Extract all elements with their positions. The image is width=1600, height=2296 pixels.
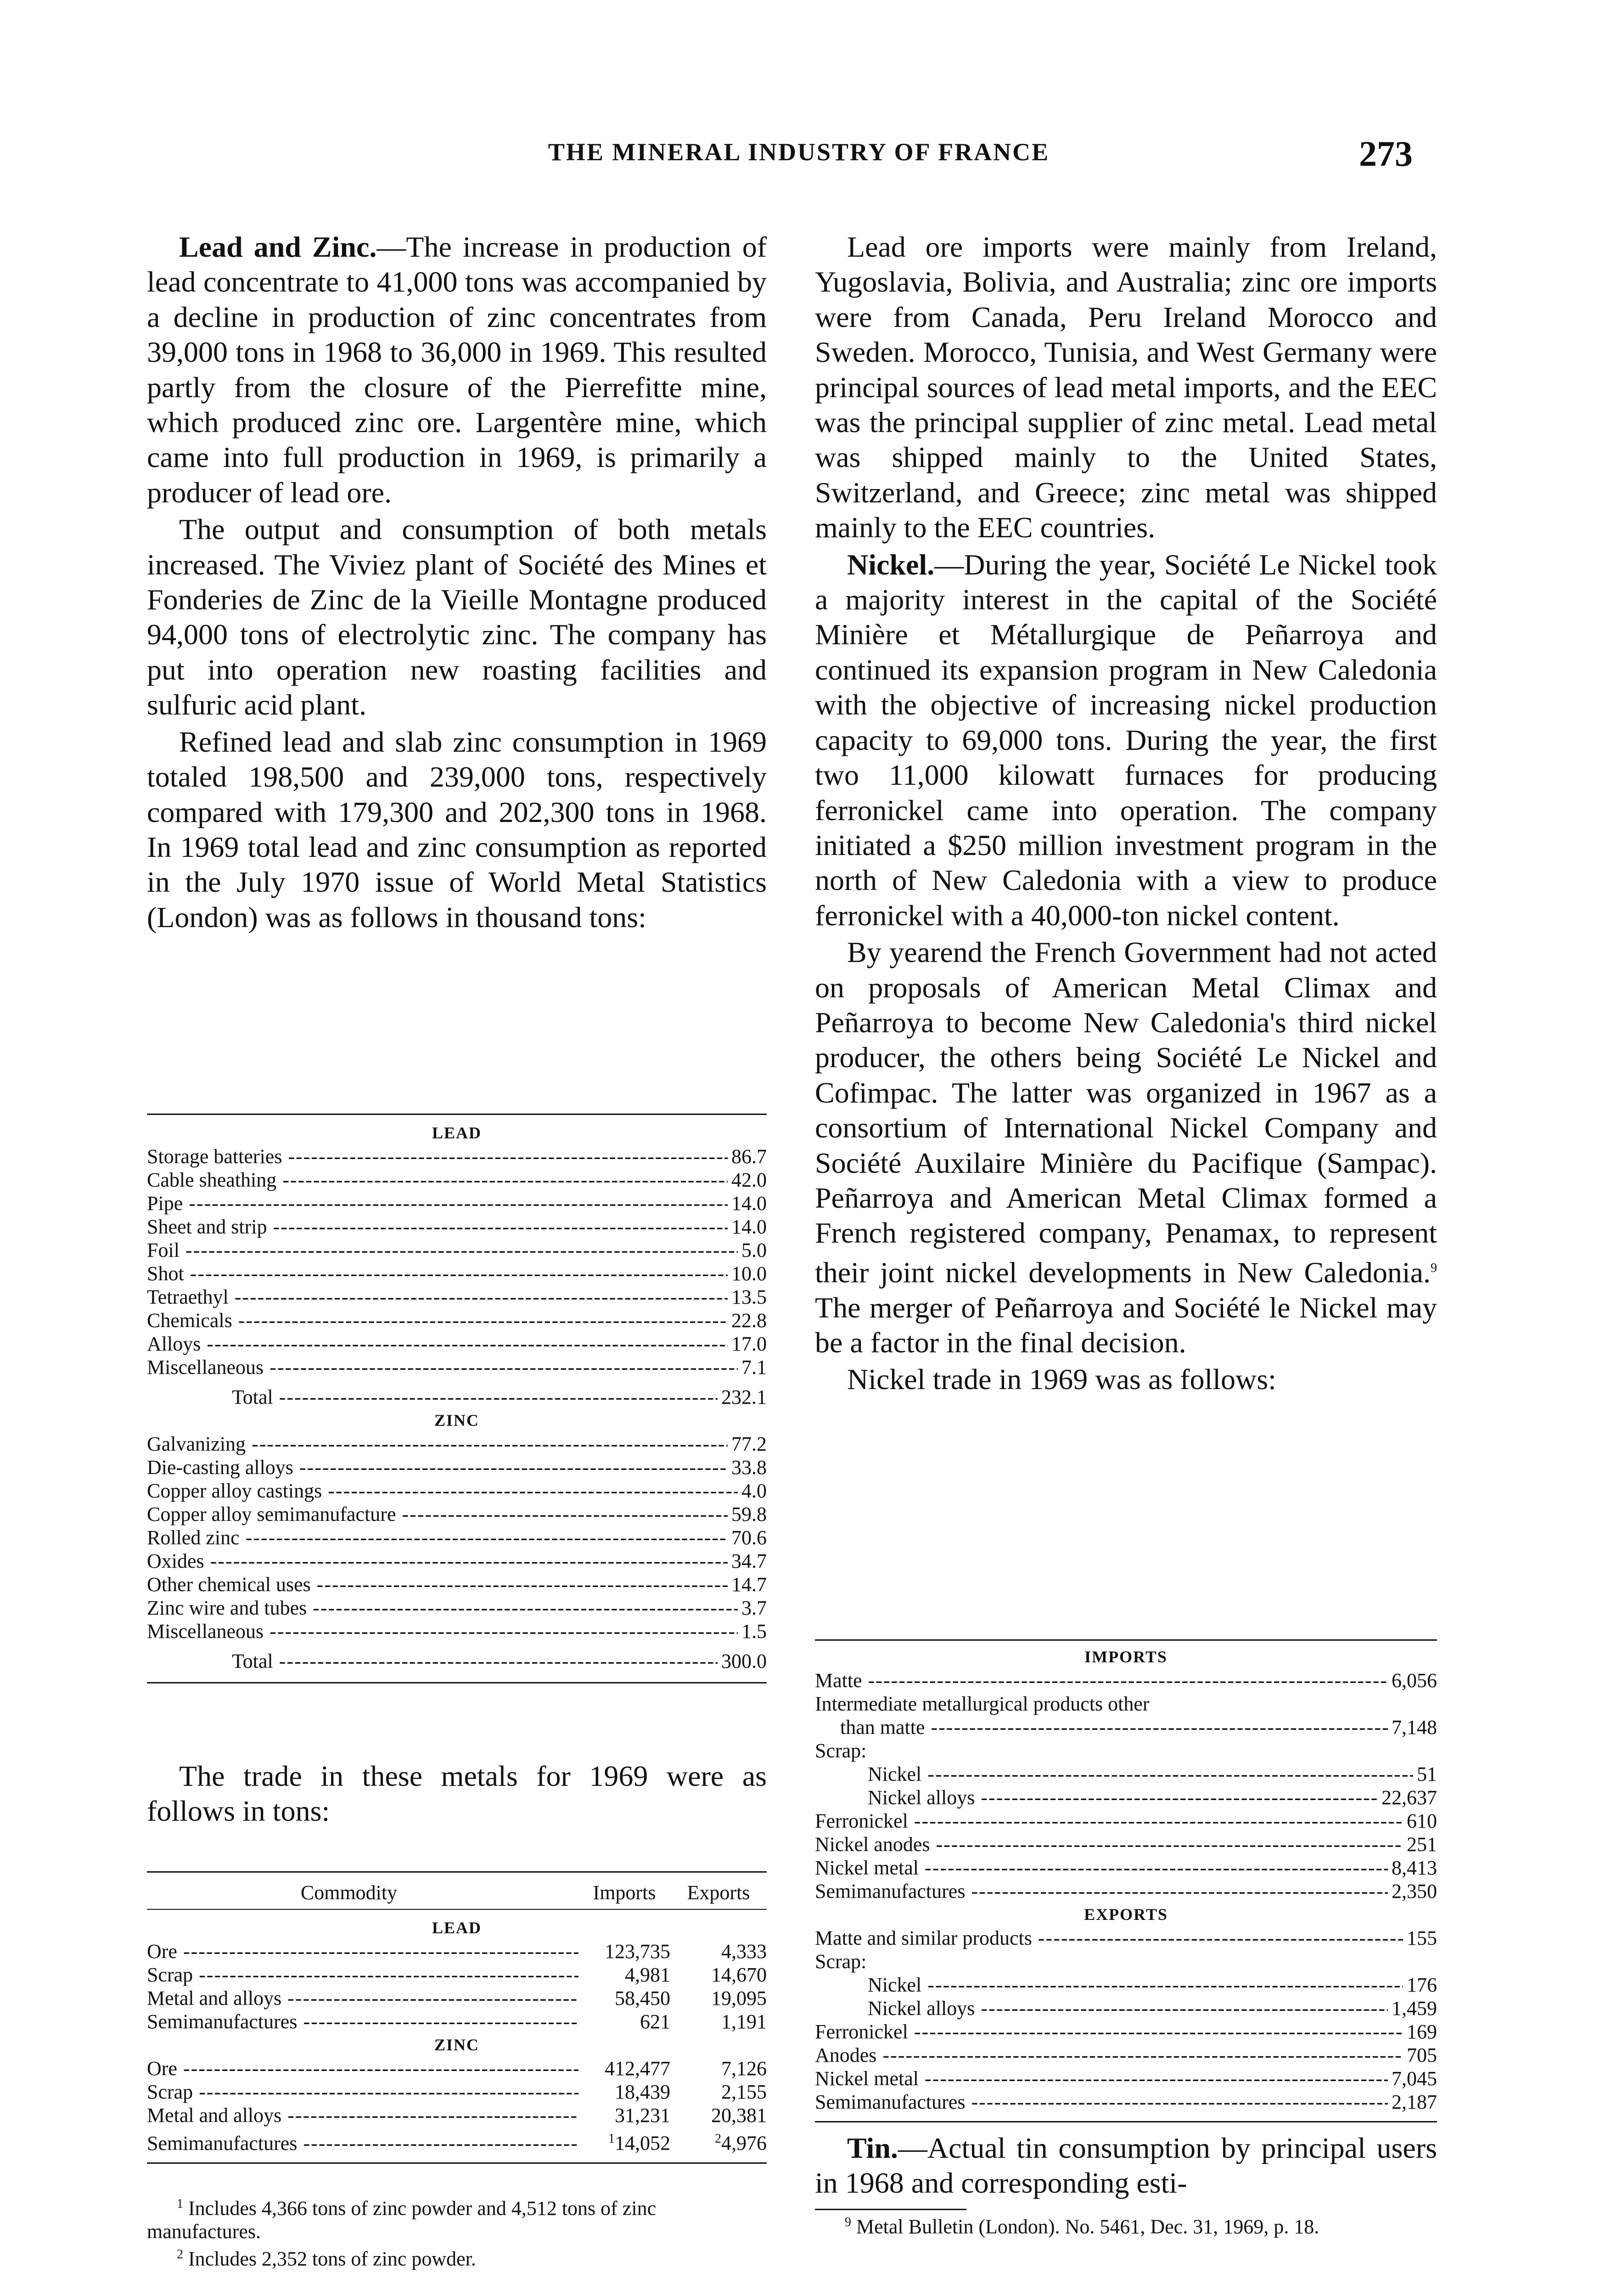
- footnote-ref: 9: [1431, 1261, 1437, 1275]
- row-value: 232.1: [721, 1386, 767, 1408]
- row-label: Die-casting alloys -----: [147, 1456, 728, 1479]
- table-row: [147, 1620, 767, 1643]
- row-label: Nickel metal -----: [815, 2067, 1388, 2090]
- paragraph-tin: [815, 2131, 1437, 2201]
- row-label: Ferronickel -----: [815, 2020, 1403, 2043]
- tin-paragraph: [815, 2131, 1437, 2203]
- row-label: Total -----: [232, 1385, 718, 1409]
- row-label: Chemicals -----: [147, 1309, 728, 1332]
- row-value: 70.6: [731, 1526, 767, 1549]
- runin-heading: Lead and Zinc.: [179, 231, 377, 263]
- left-footnotes: [147, 2193, 771, 2270]
- table-row: [147, 1215, 767, 1238]
- right-footnote: [815, 2211, 1439, 2239]
- row-value: 300.0: [721, 1650, 767, 1672]
- row-label: Copper alloy castings -----: [147, 1479, 738, 1503]
- table-row: [147, 2104, 767, 2127]
- row-label: Nickel anodes -----: [815, 1833, 1403, 1856]
- row-exports: [670, 1963, 767, 1986]
- row-value: 33.8: [731, 1456, 767, 1479]
- paragraph-text: Refined lead and slab zinc consumption in 1969 totaled 198,500 and 239,000 tons, respectively compared with 179,300 and 202,300 tons in 1968. In 1969 total lead and zinc consumption as reported in the July 1970 issue of World Metal Statistics (London) was as follows in thousand tons:: [147, 725, 767, 934]
- row-commodity: Semimanufactures -----: [147, 2132, 578, 2155]
- cell-value: 2,155: [721, 2081, 767, 2103]
- row-label: Copper alloy semimanufacture -----: [147, 1503, 728, 1526]
- table-row: [815, 1762, 1437, 1786]
- row-label: Scrap:: [815, 1739, 867, 1762]
- table-row: [147, 1596, 767, 1620]
- section-heading: EXPORTS: [1084, 1905, 1168, 1924]
- row-exports: [670, 2080, 767, 2104]
- section-heading: ZINC: [434, 1411, 480, 1429]
- table-row: [147, 1986, 767, 2010]
- footnote-text: Includes 2,352 tons of zinc powder.: [188, 2247, 476, 2270]
- row-label: Nickel alloys -----: [815, 1997, 1388, 2020]
- imports-rows: [815, 1669, 1437, 1903]
- row-label: Nickel alloys -----: [815, 1786, 1378, 1809]
- cell-value: 18,439: [615, 2081, 670, 2103]
- row-value: 5.0: [741, 1239, 767, 1261]
- paragraph: [147, 1759, 767, 1829]
- page-number: 273: [1359, 134, 1413, 174]
- row-value: 13.5: [731, 1286, 767, 1308]
- paragraph: [815, 935, 1437, 1360]
- row-label: Miscellaneous -----: [147, 1620, 738, 1643]
- table-row: [815, 1973, 1437, 1997]
- row-value: 17.0: [731, 1333, 767, 1355]
- footnote-text: Includes 4,366 tons of zinc powder and 4,512 tons of zinc manufactures.: [147, 2197, 657, 2243]
- row-commodity: Metal and alloys -----: [147, 1986, 578, 2010]
- paragraph-nickel: [815, 547, 1437, 933]
- table-row: [147, 1309, 767, 1332]
- row-label: Nickel metal -----: [815, 1856, 1388, 1880]
- table-row: [815, 1692, 1437, 1716]
- table-row: [815, 1856, 1437, 1880]
- table-row: [815, 2067, 1437, 2090]
- paragraph-text: By yearend the French Government had not acted on proposals of American Metal Climax and Peñarroya to become New Caledonia's third nickel producer, the others being Société Le Nickel and Cofimpac. The latter was organized in 1967 as a consortium of International Nickel Company and Société Auxilaire Minière du Pacifique (Sampac). Peñarroya and American Metal Climax formed a French registered company, Penamax, to represent their joint nickel developments in New Caledonia.: [815, 936, 1437, 1289]
- row-imports: [578, 1963, 670, 1986]
- table-rule: [147, 1871, 767, 1873]
- footnote: [147, 2193, 771, 2243]
- table-row: [147, 1526, 767, 1549]
- row-imports: [578, 2104, 670, 2127]
- row-value: 7,148: [1392, 1716, 1437, 1739]
- table-row: [147, 2080, 767, 2104]
- cell-value: 1,191: [721, 2010, 767, 2033]
- cell-value: 14,052: [615, 2132, 670, 2155]
- section-heading: ZINC: [434, 2036, 480, 2054]
- footnote-rule: [815, 2209, 966, 2210]
- cell-value: 412,477: [605, 2057, 670, 2080]
- left-column-text: [147, 230, 767, 937]
- row-commodity: Ore -----: [147, 1940, 578, 1963]
- cell-value: 58,450: [615, 1987, 670, 2009]
- table-row: [147, 1356, 767, 1379]
- paragraph: [815, 230, 1437, 546]
- row-value: 10.0: [731, 1262, 767, 1285]
- row-label: Foil -----: [147, 1238, 738, 1262]
- paragraph-text: The merger of Peñarroya and Société le Nickel may be a factor in the final decision.: [815, 1291, 1437, 1359]
- table-row: [147, 2010, 767, 2033]
- row-imports: [578, 2057, 670, 2080]
- table-row: [815, 1669, 1437, 1692]
- row-label: Alloys -----: [147, 1332, 728, 1356]
- row-label: Oxides -----: [147, 1549, 728, 1573]
- zinc-rows: [147, 1432, 767, 1643]
- table-rule: [147, 2162, 767, 2164]
- row-label: Pipe -----: [147, 1192, 728, 1215]
- lead-rows: [147, 1145, 767, 1379]
- row-value: 155: [1407, 1927, 1437, 1949]
- row-label: Galvanizing -----: [147, 1432, 728, 1456]
- paragraph-text: —Actual tin consumption by principal users in 1968 and corresponding esti-: [815, 2132, 1437, 2200]
- table-row: [147, 1963, 767, 1986]
- row-commodity: Scrap -----: [147, 2080, 578, 2104]
- section-heading: LEAD: [432, 1124, 482, 1142]
- section-heading: LEAD: [432, 1919, 482, 1937]
- footnote-ref: 1: [608, 2132, 615, 2146]
- table-row: [147, 1940, 767, 1963]
- row-label: Shot -----: [147, 1262, 728, 1285]
- row-label: Cable sheathing -----: [147, 1168, 728, 1192]
- row-value: 251: [1407, 1833, 1437, 1856]
- header-exports: Exports: [687, 1881, 750, 1904]
- trade-intro: [147, 1759, 767, 1831]
- row-value: 34.7: [731, 1550, 767, 1572]
- row-value: 2,350: [1392, 1880, 1437, 1902]
- table-rule: [147, 1909, 767, 1910]
- cell-value: 19,095: [711, 1987, 767, 2009]
- runin-heading: Tin.: [847, 2132, 898, 2164]
- paragraph-text: —During the year, Société Le Nickel took a majority interest in the capital of the Société Minière et Métallurgique de Peñarroya and continued its expansion program in New Caledonia with the objective of increasing nickel production capacity to 69,000 tons. During the year, the first two 11,000 kilowatt furnaces for producing ferronickel came into operation. The company initiated a $250 million investment program in the north of New Caledonia with a view to produce ferronickel with a 40,000-ton nickel content.: [815, 548, 1437, 932]
- row-value: 59.8: [731, 1503, 767, 1525]
- row-value: 169: [1407, 2020, 1437, 2043]
- table-row: [147, 1456, 767, 1479]
- row-value: 22.8: [731, 1309, 767, 1332]
- consumption-table: [147, 1114, 767, 1683]
- paragraph: [147, 725, 767, 935]
- row-label: Intermediate metallurgical products other: [815, 1693, 1150, 1715]
- row-value: 6,056: [1392, 1669, 1437, 1692]
- row-value: 1,459: [1392, 1997, 1437, 2020]
- table-rule: [815, 1639, 1437, 1641]
- row-label: Sheet and strip -----: [147, 1215, 728, 1238]
- paragraph-text: The output and consumption of both metals increased. The Viviez plant of Société des Mines et Fonderies de Zinc de la Vieille Montagne produced 94,000 tons of electrolytic zinc. The company has put into operation new roasting facilities and sulfuric acid plant.: [147, 513, 767, 721]
- row-value: 176: [1407, 1974, 1437, 1996]
- row-value: 7,045: [1392, 2067, 1437, 2090]
- table-row: [815, 1833, 1437, 1856]
- row-label: Scrap:: [815, 1950, 867, 1973]
- row-value: 7.1: [741, 1356, 767, 1379]
- row-commodity: Scrap -----: [147, 1963, 578, 1986]
- row-label: Matte -----: [815, 1669, 1388, 1692]
- table-row: [147, 1549, 767, 1573]
- row-imports: [578, 1940, 670, 1963]
- row-exports: [670, 2104, 767, 2127]
- row-label: Semimanufactures -----: [815, 1880, 1388, 1903]
- table-row: [815, 1926, 1437, 1950]
- zinc-rows: [147, 2057, 767, 2155]
- section-heading: IMPORTS: [1084, 1648, 1168, 1666]
- runin-heading: Nickel.: [847, 548, 935, 581]
- paragraph-lead-zinc: [147, 230, 767, 510]
- nickel-trade-table: [815, 1639, 1437, 2122]
- row-label: Storage batteries -----: [147, 1145, 728, 1168]
- row-label: Anodes -----: [815, 2043, 1403, 2067]
- cell-value: 4,976: [721, 2132, 767, 2155]
- cell-value: 20,381: [711, 2104, 767, 2127]
- footnote-mark: 1: [177, 2197, 183, 2211]
- table-rule: [147, 1114, 767, 1115]
- lead-rows: [147, 1940, 767, 2033]
- row-value: 1.5: [741, 1620, 767, 1643]
- row-imports: [578, 2010, 670, 2033]
- row-label: Nickel -----: [815, 1762, 1413, 1786]
- row-exports: [670, 1940, 767, 1963]
- row-commodity: Semimanufactures -----: [147, 2010, 578, 2033]
- table-row: [147, 1285, 767, 1309]
- table-header-row: [147, 1881, 767, 1904]
- row-label: Semimanufactures -----: [815, 2090, 1388, 2114]
- paragraph-text: Nickel trade in 1969 was as follows:: [847, 1363, 1276, 1396]
- table-row: [147, 1168, 767, 1192]
- row-imports: [578, 2080, 670, 2104]
- cell-value: 123,735: [605, 1940, 670, 1963]
- row-value: 8,413: [1392, 1857, 1437, 1879]
- table-row: [815, 1809, 1437, 1833]
- cell-value: 14,670: [711, 1964, 767, 1986]
- table-row: [815, 2090, 1437, 2114]
- right-column-text: [815, 230, 1437, 1399]
- table-row: [815, 1786, 1437, 1809]
- row-label: Miscellaneous -----: [147, 1356, 738, 1379]
- paragraph-text: Lead ore imports were mainly from Ireland, Yugoslavia, Bolivia, and Australia; zinc ore imports were from Canada, Peru Ireland Morocco and Sweden. Morocco, Tunisia, and West Germany were principal sources of lead metal imports, and the EEC was the principal supplier of zinc metal. Lead metal was shipped mainly to the United States, Switzerland, and Greece; zinc metal was shipped mainly to the EEC countries.: [815, 231, 1437, 544]
- footnote: [147, 2243, 771, 2271]
- table-row: [147, 1649, 767, 1673]
- table-rule: [815, 2121, 1437, 2122]
- row-label: than matte -----: [815, 1716, 1388, 1739]
- table-row: [147, 1145, 767, 1168]
- table-row: [815, 1716, 1437, 1739]
- row-value: 14.7: [731, 1573, 767, 1596]
- row-value: 51: [1417, 1763, 1437, 1785]
- paragraph-text: The trade in these metals for 1969 were as follows in tons:: [147, 1760, 767, 1828]
- header-commodity: Commodity: [300, 1881, 398, 1904]
- row-label: Matte and similar products -----: [815, 1926, 1403, 1950]
- row-value: 77.2: [731, 1433, 767, 1455]
- row-exports: [670, 2057, 767, 2080]
- table-row: [815, 1739, 1437, 1762]
- row-label: Nickel -----: [815, 1973, 1403, 1997]
- table-row: [815, 1997, 1437, 2020]
- row-value: 2,187: [1392, 2091, 1437, 2113]
- paragraph: [815, 1362, 1437, 1397]
- cell-value: 4,333: [721, 1940, 767, 1963]
- row-imports: [578, 2127, 670, 2155]
- table-row: [147, 1573, 767, 1596]
- table-row: [147, 2127, 767, 2155]
- row-commodity: Ore -----: [147, 2057, 578, 2080]
- cell-value: 7,126: [721, 2057, 767, 2080]
- row-exports: [670, 2010, 767, 2033]
- table-row: [815, 2043, 1437, 2067]
- table-row: [147, 2057, 767, 2080]
- table-row: [815, 1950, 1437, 1973]
- trade-table: [147, 1871, 767, 2164]
- row-label: Ferronickel -----: [815, 1809, 1403, 1833]
- footnote-mark: 9: [845, 2215, 851, 2229]
- row-value: 610: [1407, 1810, 1437, 1832]
- row-value: 86.7: [731, 1145, 767, 1168]
- row-imports: [578, 1986, 670, 2010]
- running-header: THE MINERAL INDUSTRY OF FRANCE: [548, 138, 1050, 166]
- cell-value: 31,231: [615, 2104, 670, 2127]
- paragraph: [147, 512, 767, 722]
- header-imports: Imports: [593, 1881, 656, 1904]
- footnote-ref: 2: [715, 2132, 721, 2146]
- row-exports: [670, 1986, 767, 2010]
- table-row: [147, 1332, 767, 1356]
- cell-value: 621: [640, 2010, 670, 2033]
- row-value: 3.7: [741, 1597, 767, 1619]
- footnote: [815, 2211, 1439, 2239]
- row-value: 42.0: [731, 1169, 767, 1191]
- row-value: 4.0: [741, 1480, 767, 1502]
- footnote-text: Metal Bulletin (London). No. 5461, Dec. 31, 1969, p. 18.: [856, 2215, 1319, 2238]
- table-row: [147, 1385, 767, 1409]
- row-value: 705: [1407, 2044, 1437, 2066]
- table-row: [147, 1262, 767, 1285]
- row-label: Zinc wire and tubes -----: [147, 1596, 738, 1620]
- table-row: [147, 1238, 767, 1262]
- table-row: [147, 1479, 767, 1503]
- table-row: [147, 1503, 767, 1526]
- row-label: Total -----: [232, 1649, 718, 1673]
- row-value: 14.0: [731, 1192, 767, 1215]
- table-row: [147, 1192, 767, 1215]
- row-commodity: Metal and alloys -----: [147, 2104, 578, 2127]
- row-value: 14.0: [731, 1216, 767, 1238]
- footnote-mark: 2: [177, 2247, 183, 2262]
- exports-rows: [815, 1926, 1437, 2114]
- table-row: [815, 2020, 1437, 2043]
- row-exports: [670, 2127, 767, 2155]
- row-label: Other chemical uses -----: [147, 1573, 728, 1596]
- row-label: Rolled zinc -----: [147, 1526, 728, 1549]
- row-label: Tetraethyl -----: [147, 1285, 728, 1309]
- table-row: [815, 1880, 1437, 1903]
- cell-value: 4,981: [625, 1964, 670, 1986]
- table-row: [147, 1432, 767, 1456]
- paragraph-text: —The increase in production of lead concentrate to 41,000 tons was accompanied by a decline in production of zinc concentrates from 39,000 tons in 1968 to 36,000 in 1969. This resulted partly from the closure of the Pierrefitte mine, which produced zinc ore. Largentère mine, which came into full production in 1969, is primarily a producer of lead ore.: [147, 231, 767, 509]
- table-rule: [147, 1682, 767, 1683]
- row-value: 22,637: [1381, 1786, 1437, 1809]
